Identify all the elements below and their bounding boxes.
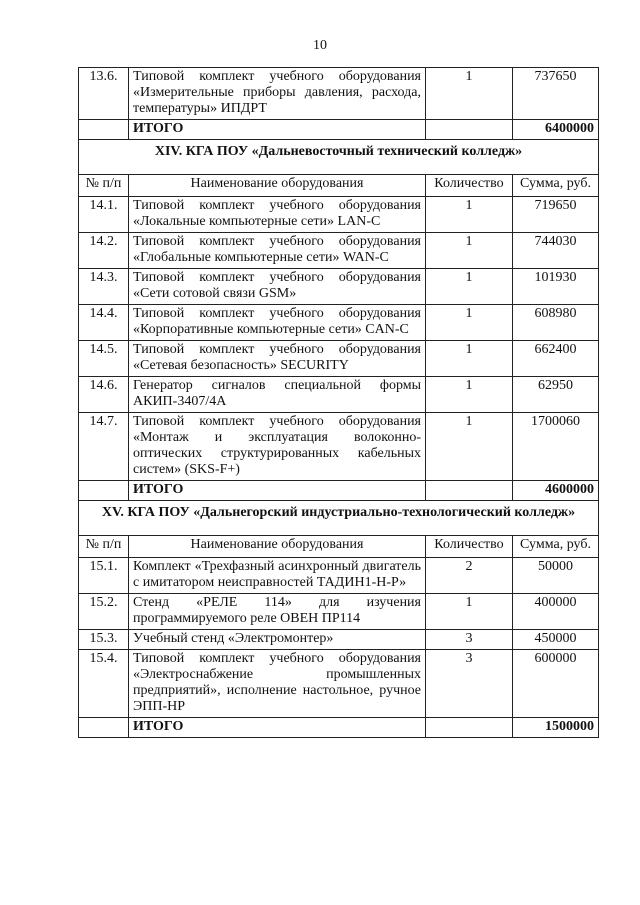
header-name: Наименование оборудования — [129, 536, 426, 558]
page-number: 10 — [313, 38, 327, 53]
amount: 600000 — [513, 650, 599, 718]
equipment-name: Типовой комплект учебного оборудования «Сетевая безопасность» SECURITY — [129, 341, 426, 377]
equipment-name: Стенд «РЕЛЕ 114» для изучения программируемого реле ОВЕН ПР114 — [129, 594, 426, 630]
quantity: 1 — [426, 269, 513, 305]
equipment-name: Типовой комплект учебного оборудования «Корпоративные компьютерные сети» CAN-C — [129, 305, 426, 341]
amount: 450000 — [513, 630, 599, 650]
header-num: № п/п — [79, 536, 129, 558]
quantity: 1 — [426, 413, 513, 481]
table-row — [79, 68, 599, 120]
equipment-name: Типовой комплект учебного оборудования «Измерительные приборы давления, расхода, температуры» ИПДРТ — [129, 68, 426, 120]
table-row — [79, 341, 599, 377]
quantity: 1 — [426, 197, 513, 233]
table-row — [79, 413, 599, 481]
table-row — [79, 377, 599, 413]
equipment-table — [78, 67, 599, 738]
total-row — [79, 718, 599, 738]
quantity: 1 — [426, 341, 513, 377]
empty-cell — [426, 718, 513, 738]
amount: 719650 — [513, 197, 599, 233]
header-sum: Сумма, руб. — [513, 175, 599, 197]
amount: 50000 — [513, 558, 599, 594]
total-label: ИТОГО — [129, 718, 426, 738]
amount: 608980 — [513, 305, 599, 341]
section-header-row — [79, 140, 599, 175]
row-number: 14.3. — [79, 269, 129, 305]
quantity: 3 — [426, 630, 513, 650]
quantity: 1 — [426, 305, 513, 341]
quantity: 2 — [426, 558, 513, 594]
total-row — [79, 481, 599, 501]
empty-cell — [79, 120, 129, 140]
section-title: XV. КГА ПОУ «Дальнегорский индустриально-технологический колледж» — [79, 501, 599, 536]
header-qty: Количество — [426, 536, 513, 558]
quantity: 1 — [426, 68, 513, 120]
table-row — [79, 594, 599, 630]
total-row — [79, 120, 599, 140]
empty-cell — [79, 718, 129, 738]
total-amount: 4600000 — [513, 481, 599, 501]
empty-cell — [426, 120, 513, 140]
amount: 737650 — [513, 68, 599, 120]
row-number: 13.6. — [79, 68, 129, 120]
table-row — [79, 558, 599, 594]
quantity: 3 — [426, 650, 513, 718]
row-number: 14.4. — [79, 305, 129, 341]
amount: 662400 — [513, 341, 599, 377]
row-number: 14.6. — [79, 377, 129, 413]
table-row — [79, 269, 599, 305]
amount: 1700060 — [513, 413, 599, 481]
total-label: ИТОГО — [129, 481, 426, 501]
amount: 744030 — [513, 233, 599, 269]
row-number: 14.5. — [79, 341, 129, 377]
header-name: Наименование оборудования — [129, 175, 426, 197]
table-row — [79, 650, 599, 718]
header-sum: Сумма, руб. — [513, 536, 599, 558]
amount: 62950 — [513, 377, 599, 413]
equipment-name: Типовой комплект учебного оборудования «Глобальные компьютерные сети» WAN-C — [129, 233, 426, 269]
quantity: 1 — [426, 233, 513, 269]
equipment-name: Типовой комплект учебного оборудования «Локальные компьютерные сети» LAN-C — [129, 197, 426, 233]
table-row — [79, 305, 599, 341]
amount: 101930 — [513, 269, 599, 305]
equipment-name: Комплект «Трехфазный асинхронный двигатель с имитатором неисправностей ТАДИН1-Н-Р» — [129, 558, 426, 594]
section-title: XIV. КГА ПОУ «Дальневосточный технический колледж» — [79, 140, 599, 175]
column-header-row — [79, 175, 599, 197]
header-qty: Количество — [426, 175, 513, 197]
row-number: 14.7. — [79, 413, 129, 481]
equipment-name: Генератор сигналов специальной формы АКИП-3407/4А — [129, 377, 426, 413]
empty-cell — [426, 481, 513, 501]
column-header-row — [79, 536, 599, 558]
table-row — [79, 197, 599, 233]
total-amount: 1500000 — [513, 718, 599, 738]
row-number: 15.2. — [79, 594, 129, 630]
equipment-name: Типовой комплект учебного оборудования «Монтаж и эксплуатация волоконно-оптических структурированных кабельных систем» (SKS-F+) — [129, 413, 426, 481]
total-label: ИТОГО — [129, 120, 426, 140]
equipment-name: Типовой комплект учебного оборудования «Электроснабжение промышленных предприятий», исполнение настольное, ручное ЭПП-НР — [129, 650, 426, 718]
empty-cell — [79, 481, 129, 501]
quantity: 1 — [426, 377, 513, 413]
amount: 400000 — [513, 594, 599, 630]
row-number: 15.3. — [79, 630, 129, 650]
table-row — [79, 630, 599, 650]
header-num: № п/п — [79, 175, 129, 197]
row-number: 15.1. — [79, 558, 129, 594]
row-number: 15.4. — [79, 650, 129, 718]
table-row — [79, 233, 599, 269]
quantity: 1 — [426, 594, 513, 630]
equipment-name: Типовой комплект учебного оборудования «Сети сотовой связи GSM» — [129, 269, 426, 305]
row-number: 14.2. — [79, 233, 129, 269]
equipment-name: Учебный стенд «Электромонтер» — [129, 630, 426, 650]
section-header-row — [79, 501, 599, 536]
total-amount: 6400000 — [513, 120, 599, 140]
row-number: 14.1. — [79, 197, 129, 233]
